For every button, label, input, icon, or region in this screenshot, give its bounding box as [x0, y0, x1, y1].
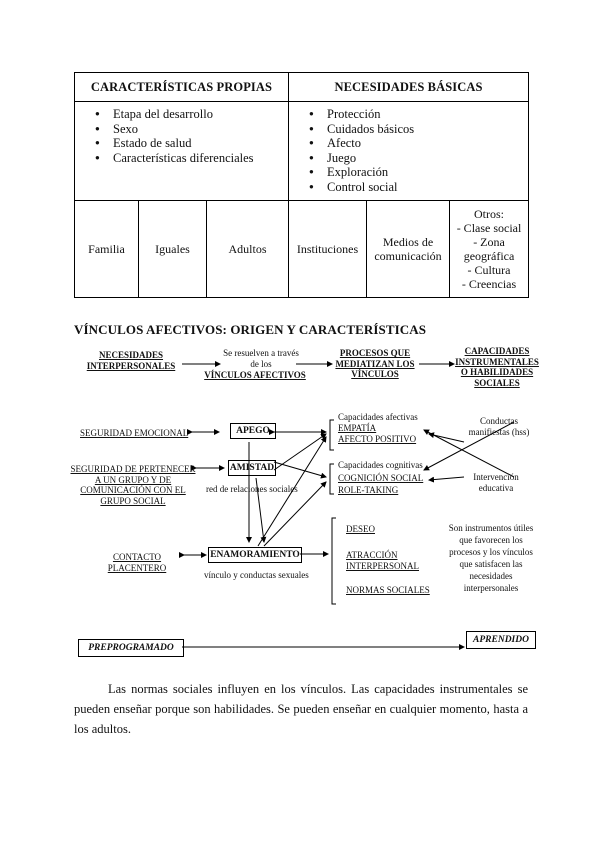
aprendido-box: APRENDIDO: [466, 631, 536, 649]
context-medios: Medios de comunicación: [367, 201, 450, 298]
preprogramado-box: PREPROGRAMADO: [78, 639, 184, 657]
instrumentos-text: Son instrumentos útiles que favorecen los procesos y los vínculos que satisfacen las necesidades interpersonales: [448, 523, 534, 593]
context-iguales: Iguales: [139, 201, 207, 298]
cognicion-social: COGNICIÓN SOCIAL: [338, 473, 424, 483]
vinculos-diagram: [70, 342, 540, 662]
body-paragraph: Las normas sociales influyen en los vínculos. Las capacidades instrumentales se pueden enseñar porque son habilidades. Se pueden enseñar en cualquier momento, hasta a los adultos.: [74, 682, 528, 736]
top-capacidades: CAPACIDADES INSTRUMENTALES O HABILIDADES SOCIALES: [455, 346, 539, 388]
top-procesos: PROCESOS QUE MEDIATIZAN LOS VÍNCULOS: [335, 348, 415, 379]
context-instituciones: Instituciones: [289, 201, 367, 298]
otros-item: - Cultura: [467, 263, 511, 277]
otros-label: Otros:: [474, 207, 505, 221]
capacidades-afectivas: Capacidades afectivas: [338, 412, 418, 422]
list-item: ● Etapa del desarrollo: [95, 107, 288, 122]
deseo: DESEO: [346, 524, 375, 534]
section-title: VÍNCULOS AFECTIVOS: ORIGEN Y CARACTERÍSTICAS: [74, 322, 427, 337]
list-item: ● Juego: [309, 151, 528, 166]
list-item: ● Cuidados básicos: [309, 122, 528, 137]
enamoramiento-box: ENAMORAMIENTO: [208, 547, 302, 563]
vinculo-sexual: vínculo y conductas sexuales: [204, 570, 309, 580]
top-resolve: Se resuelven a través de los: [223, 348, 299, 369]
necesidades-cell: [289, 102, 529, 201]
list-item: ● Control social: [309, 180, 528, 195]
context-adultos: Adultos: [207, 201, 289, 298]
header-caracteristicas: CARACTERÍSTICAS PROPIAS: [75, 73, 289, 102]
list-item: ● Protección: [309, 107, 528, 122]
empatia: EMPATÍA: [338, 423, 377, 433]
red-relaciones: red de relaciones sociales: [206, 484, 298, 494]
list-item: ● Sexo: [95, 122, 288, 137]
normas-sociales: NORMAS SOCIALES: [346, 585, 430, 595]
otros-item: - Clase social: [456, 221, 522, 235]
amistad-box: AMISTAD: [228, 460, 276, 476]
caracteristicas-cell: [75, 102, 289, 201]
role-taking: ROLE-TAKING: [338, 485, 399, 495]
otros-item: - Creencias: [461, 277, 517, 291]
context-otros: [450, 201, 529, 298]
list-item: ● Exploración: [309, 165, 528, 180]
intervencion-educativa: Intervención educativa: [473, 472, 519, 493]
context-familia: Familia: [75, 201, 139, 298]
header-necesidades: NECESIDADES BÁSICAS: [289, 73, 529, 102]
list-item: ● Características diferenciales: [95, 151, 288, 166]
contacto-placentero: CONTACTO PLACENTERO: [107, 552, 167, 573]
top-vinculos: VÍNCULOS AFECTIVOS: [204, 370, 306, 380]
list-item: ● Afecto: [309, 136, 528, 151]
afecto-positivo: AFECTO POSITIVO: [338, 434, 417, 444]
conductas-manifiestas: Conductas manifiestas (hss): [468, 416, 530, 437]
list-item: ● Estado de salud: [95, 136, 288, 151]
top-necesidades: NECESIDADES INTERPERSONALES: [86, 350, 176, 371]
characteristics-table: [74, 72, 529, 298]
seguridad-emocional: SEGURIDAD EMOCIONAL: [80, 428, 189, 438]
otros-item: - Zona geográfica: [463, 235, 515, 263]
capacidades-cognitivas: Capacidades cognitivas: [338, 460, 423, 470]
seguridad-pertenecer: SEGURIDAD DE PERTENECER A UN GRUPO Y DE COMUNICACIÓN CON EL GRUPO SOCIAL: [70, 464, 196, 506]
atraccion-interpersonal: ATRACCIÓN INTERPERSONAL: [346, 550, 420, 571]
apego-box: APEGO: [230, 423, 276, 439]
